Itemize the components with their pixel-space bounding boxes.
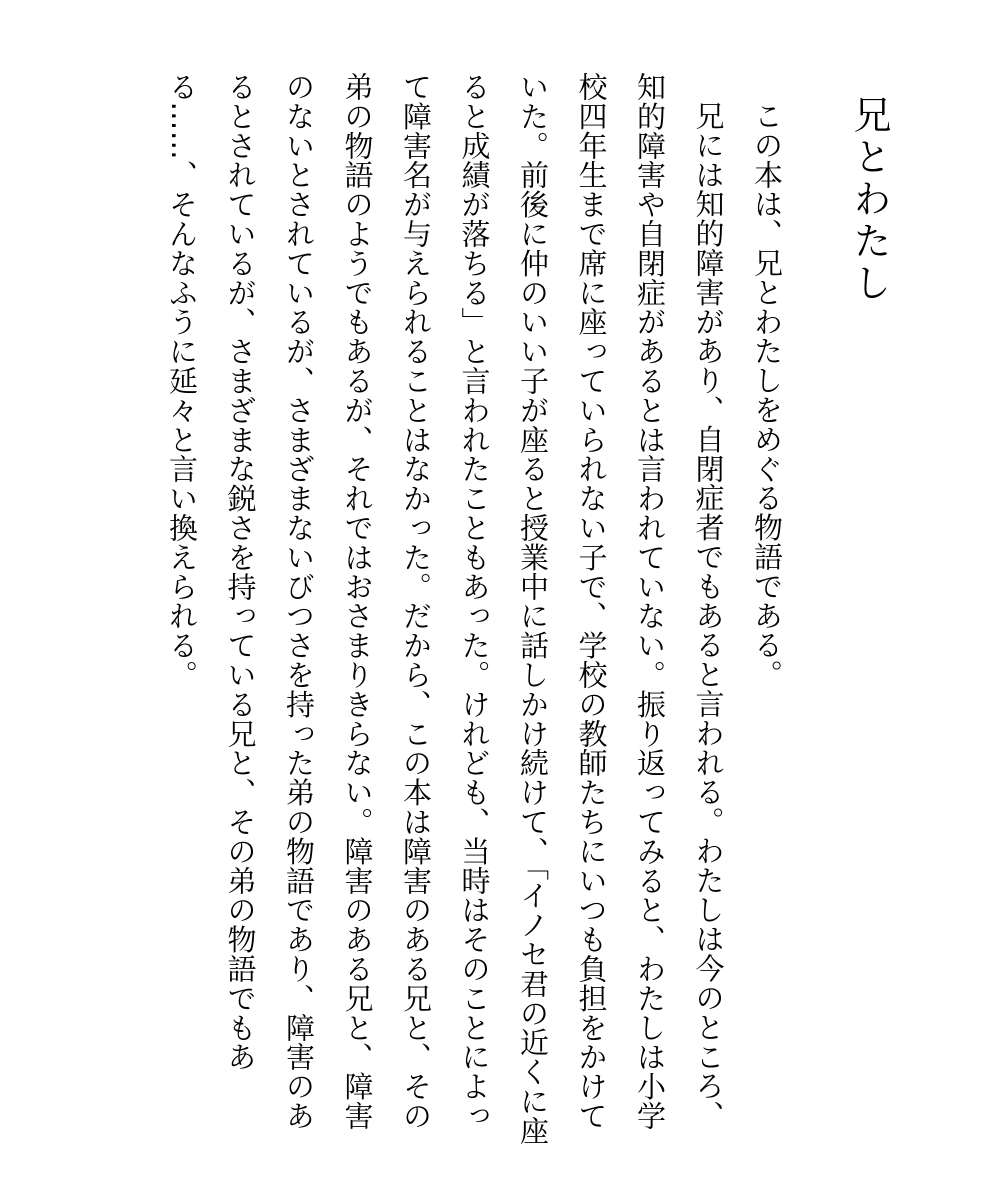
paragraph-intro: この本は、兄とわたしをめぐる物語である。 [750, 101, 784, 689]
document-body [153, 72, 797, 1152]
document-title: 兄とわたし [847, 95, 891, 305]
paragraph-main: 兄には知的障害があり、自閉症者でもあると言われる。わたしは今のところ、知的障害や自閉症があるとは言われていない。振り返ってみると、わたしは小学校四年生まで席に座っていられない子で、学校の教師たちにいつも負担をかけていた。前後に仲のいい子が座ると授業中に話しかけ続けて、「イノセ君の近くに座ると成績が落ちる」と言われたこともあった。けれども、当時はそのことによって障害名が与えられることはなかった。だから、この本は障害のある兄と、その弟の物語のようでもあるが、それではおさまりきらない。障害のある兄と、障害のないとされているが、さまざまないびつさを持った弟の物語であり、障害のあるとされているが、さまざまな鋭さを持っている兄と、その弟の物語でもある……、そんなふうに延々と言い換えられる。 [165, 72, 726, 1146]
